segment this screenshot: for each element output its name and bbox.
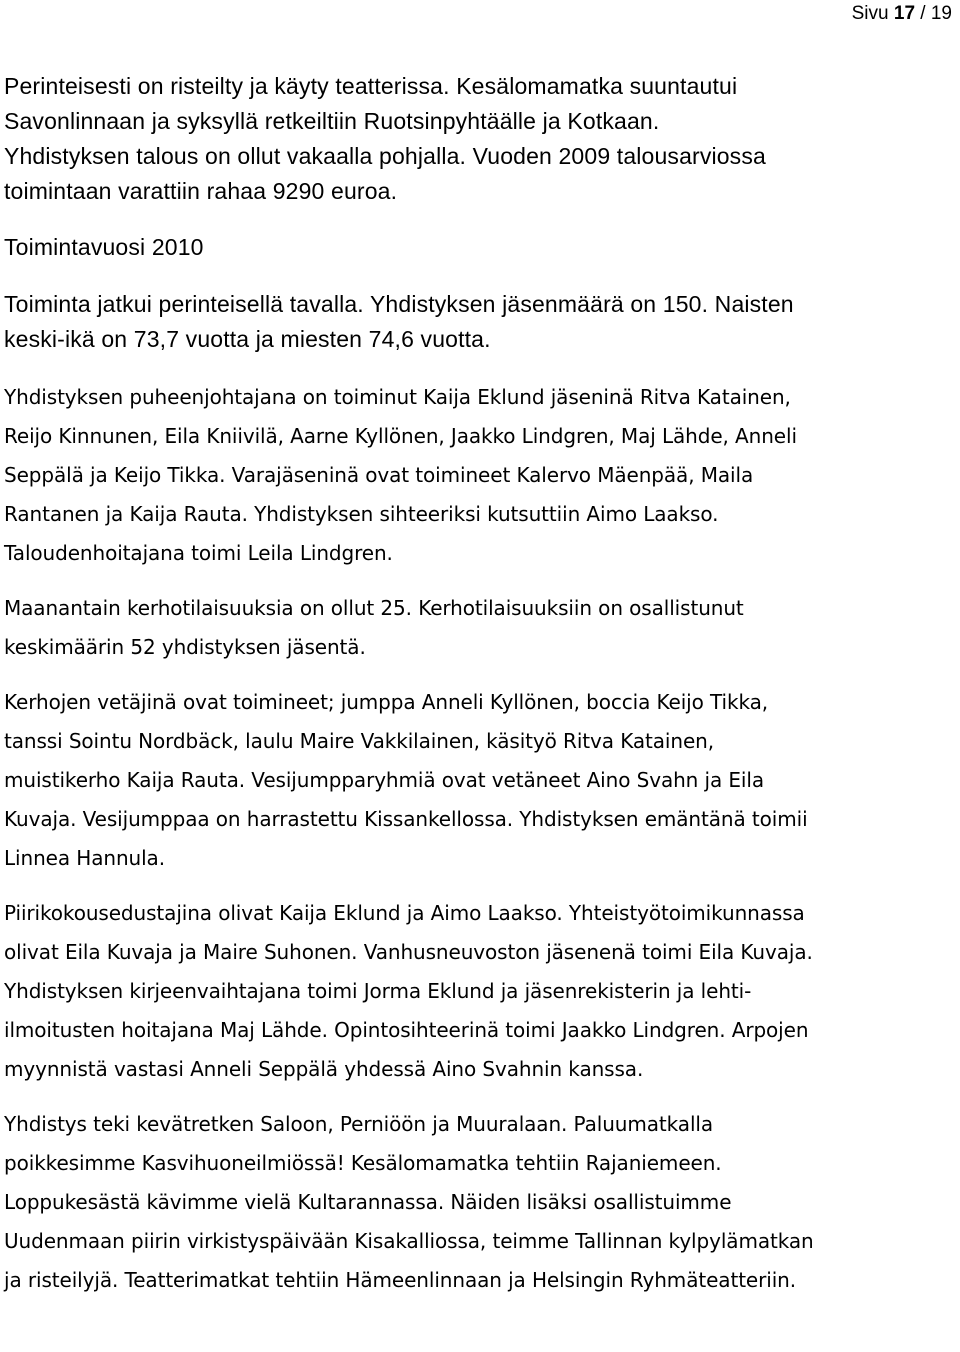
text-line: Taloudenhoitajana toimi Leila Lindgren.	[4, 541, 393, 565]
text-line: myynnistä vastasi Anneli Seppälä yhdessä Aino Svahnin kanssa.	[4, 1057, 644, 1081]
text-line: Perinteisesti on risteilty ja käyty teatterissa. Kesälomamatka suuntautui	[4, 73, 738, 99]
text-line: muistikerho Kaija Rauta. Vesijumpparyhmiä ovat vetäneet Aino Svahn ja Eila	[4, 768, 764, 792]
text-line: Yhdistyksen talous on ollut vakaalla pohjalla. Vuoden 2009 talousarviossa	[4, 143, 766, 169]
text-line: Yhdistyksen kirjeenvaihtajana toimi Jorma Eklund ja jäsenrekisterin ja lehti-	[4, 979, 752, 1003]
text-line: Maanantain kerhotilaisuuksia on ollut 25. Kerhotilaisuuksiin on osallistunut	[4, 596, 744, 620]
text-line: Kuvaja. Vesijumppaa on harrastettu Kissankellossa. Yhdistyksen emäntänä toimii	[4, 807, 808, 831]
text-line: ja risteilyjä. Teatterimatkat tehtiin Hämeenlinnaan ja Helsingin Ryhmäteatteriin.	[4, 1268, 797, 1292]
text-line: Loppukesästä kävimme vielä Kultarannassa. Näiden lisäksi osallistuimme	[4, 1190, 732, 1214]
paragraph-club-meetings	[4, 589, 956, 667]
paragraph-board	[4, 378, 956, 573]
paragraph-representatives	[4, 894, 956, 1089]
text-line: Reijo Kinnunen, Eila Kniivilä, Aarne Kyllönen, Jaakko Lindgren, Maj Lähde, Anneli	[4, 424, 797, 448]
page-total: 19	[930, 3, 952, 24]
paragraph-finances	[4, 139, 956, 209]
text-line: Savonlinnaan ja syksyllä retkeiltiin Ruotsinpyhtäälle ja Kotkaan.	[4, 108, 660, 134]
page-current: 17	[893, 3, 916, 24]
document-body	[4, 69, 956, 1300]
text-line: keskimäärin 52 yhdistyksen jäsentä.	[4, 635, 366, 659]
text-line: tanssi Sointu Nordbäck, laulu Maire Vakkilainen, käsityö Ritva Katainen,	[4, 729, 714, 753]
text-line: ilmoitusten hoitajana Maj Lähde. Opintosihteerinä toimi Jaakko Lindgren. Arpojen	[4, 1018, 809, 1042]
page-separator: /	[920, 3, 926, 24]
text-line: Uudenmaan piirin virkistyspäivään Kisakalliossa, teimme Tallinnan kylpylämatkan	[4, 1229, 814, 1253]
text-line: Piirikokousedustajina olivat Kaija Eklund ja Aimo Laakso. Yhteistyötoimikunnassa	[4, 901, 805, 925]
text-line: Seppälä ja Keijo Tikka. Varajäseninä ovat toimineet Kalervo Mäenpää, Maila	[4, 463, 754, 487]
page-label: Sivu	[851, 3, 889, 24]
paragraph-theatre-trips	[4, 69, 956, 139]
text-line: Yhdistys teki kevätretken Saloon, Perniöön ja Muuralaan. Paluumatkalla	[4, 1112, 714, 1136]
section-heading-2010	[4, 230, 956, 265]
text-line: Toiminta jatkui perinteisellä tavalla. Yhdistyksen jäsenmäärä on 150. Naisten	[4, 291, 794, 317]
paragraph-club-leaders	[4, 683, 956, 878]
text-line: poikkesimme Kasvihuoneilmiössä! Kesälomamatka tehtiin Rajaniemeen.	[4, 1151, 722, 1175]
text-line: Rantanen ja Kaija Rauta. Yhdistyksen sihteeriksi kutsuttiin Aimo Laakso.	[4, 502, 719, 526]
text-line: Linnea Hannula.	[4, 846, 165, 870]
text-line: toimintaan varattiin rahaa 9290 euroa.	[4, 178, 398, 204]
paragraph-trips	[4, 1105, 956, 1300]
text-line: Kerhojen vetäjinä ovat toimineet; jumppa Anneli Kyllönen, boccia Keijo Tikka,	[4, 690, 769, 714]
page-number	[852, 2, 952, 26]
text-line: olivat Eila Kuvaja ja Maire Suhonen. Vanhusneuvoston jäsenenä toimi Eila Kuvaja.	[4, 940, 813, 964]
section-heading-text: Toimintavuosi 2010	[4, 234, 204, 260]
paragraph-membership	[4, 287, 956, 357]
text-line: keski-ikä on 73,7 vuotta ja miesten 74,6 vuotta.	[4, 326, 491, 352]
text-line: Yhdistyksen puheenjohtajana on toiminut Kaija Eklund jäseninä Ritva Katainen,	[4, 385, 791, 409]
